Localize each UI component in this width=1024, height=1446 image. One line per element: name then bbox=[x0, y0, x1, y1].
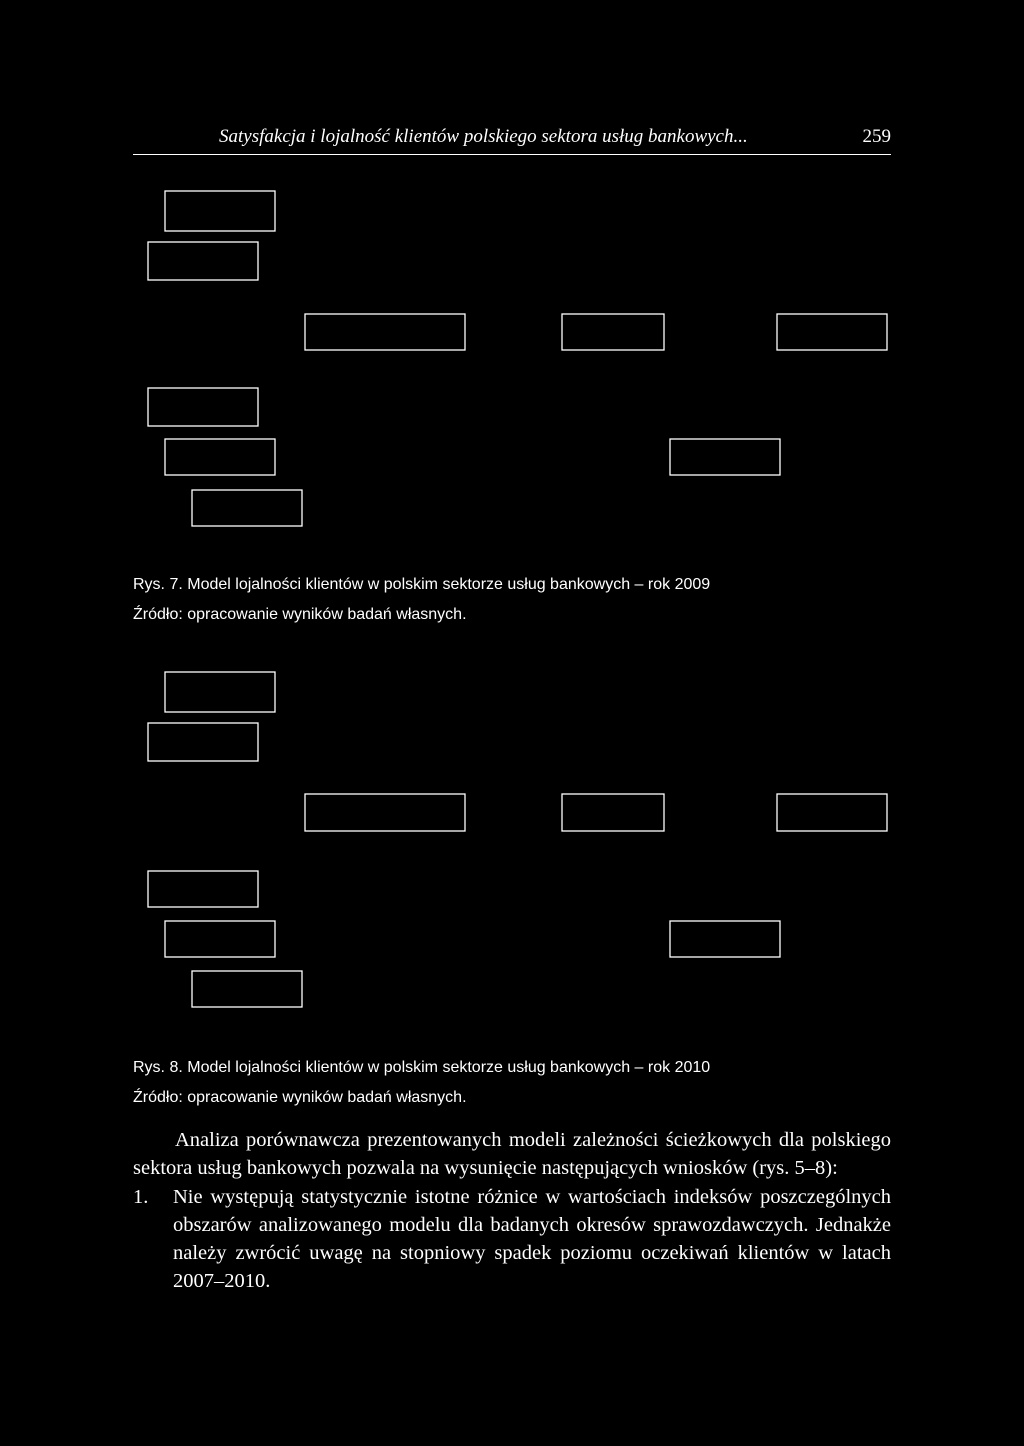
figure-8-caption: Rys. 8. Model lojalności klientów w polskim sektorze usług bankowych – rok 2010 bbox=[133, 1059, 711, 1076]
figure-7-source: Źródło: opracowanie wyników badań własnych. bbox=[133, 606, 467, 623]
diagram-box bbox=[562, 794, 664, 831]
body-text bbox=[133, 1126, 891, 1296]
diagram-box bbox=[305, 314, 465, 350]
diagram-box bbox=[777, 314, 887, 350]
diagram-box bbox=[777, 794, 887, 831]
body-paragraph: Analiza porównawcza prezentowanych modeli zależności ścieżkowych dla polskiego sektora usług bankowych pozwala na wysunięcie następujących wniosków (rys. 5–8): bbox=[133, 1129, 891, 1180]
numbered-list-item bbox=[133, 1183, 891, 1296]
figure-7-diagram bbox=[140, 182, 900, 542]
diagram-box bbox=[165, 191, 275, 231]
page-number: 259 bbox=[862, 126, 891, 147]
diagram-box bbox=[148, 723, 258, 761]
diagram-box bbox=[148, 242, 258, 280]
diagram-box bbox=[670, 439, 780, 475]
diagram-box bbox=[165, 921, 275, 957]
diagram-box bbox=[165, 672, 275, 712]
diagram-box bbox=[165, 439, 275, 475]
figure-8-diagram bbox=[140, 663, 900, 1023]
list-marker: 1. bbox=[133, 1185, 149, 1208]
figure-8-diagram-svg bbox=[140, 663, 900, 1023]
diagram-box bbox=[148, 388, 258, 426]
diagram-box bbox=[305, 794, 465, 831]
diagram-box bbox=[670, 921, 780, 957]
figure-7-diagram-svg bbox=[140, 182, 900, 542]
diagram-box bbox=[148, 871, 258, 907]
diagram-box bbox=[192, 490, 302, 526]
figure-8-source: Źródło: opracowanie wyników badań własnych. bbox=[133, 1089, 467, 1106]
running-title: Satysfakcja i lojalność klientów polskiego sektora usług bankowych... bbox=[219, 126, 748, 147]
running-header bbox=[133, 124, 891, 155]
diagram-box bbox=[562, 314, 664, 350]
diagram-box bbox=[192, 971, 302, 1007]
list-item-text: Nie występują statystycznie istotne różnice w wartościach indeksów poszczególnych obszarów analizowanego modelu dla badanych okresów sprawozdawczych. Jednakże należy zwrócić uwagę na stopniowy spadek poziomu oczekiwań klientów w latach 2007–2010. bbox=[173, 1185, 891, 1293]
figure-7-caption: Rys. 7. Model lojalności klientów w polskim sektorze usług bankowych – rok 2009 bbox=[133, 576, 711, 593]
